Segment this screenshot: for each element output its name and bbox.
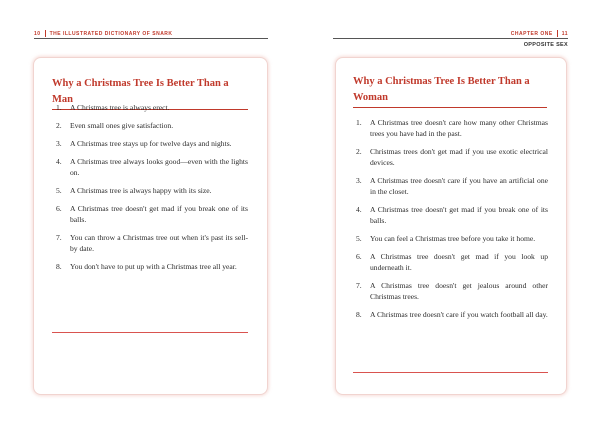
item-text: A Christmas tree always looks good—even with the lights on. — [70, 157, 248, 177]
right-header-rule — [333, 38, 568, 39]
header-separator — [557, 30, 558, 37]
item-text: You can feel a Christmas tree before you take it home. — [370, 234, 536, 243]
item-text: Even small ones give satisfaction. — [70, 121, 174, 130]
item-text: A Christmas tree doesn't get mad if you look up underneath it. — [370, 252, 548, 272]
item-number: 8. — [56, 262, 62, 271]
list-item — [356, 309, 548, 320]
list-item — [56, 261, 248, 272]
item-number: 7. — [56, 233, 62, 242]
list-item — [356, 251, 548, 273]
right-box-title: Why a Christmas Tree Is Better Than a Woman — [353, 74, 547, 108]
list-item — [356, 204, 548, 226]
list-item — [56, 203, 248, 225]
item-number: 8. — [356, 310, 362, 319]
left-box-end-rule — [52, 332, 248, 333]
item-number: 1. — [56, 103, 62, 112]
item-text: A Christmas tree doesn't get jealous around other Christmas trees. — [370, 281, 548, 301]
right-running-header — [511, 30, 568, 37]
item-text: A Christmas tree stays up for twelve days and nights. — [70, 139, 232, 148]
list-item — [356, 175, 548, 197]
item-number: 7. — [356, 281, 362, 290]
right-box-end-rule — [353, 372, 548, 373]
list-item — [56, 156, 248, 178]
list-item — [356, 117, 548, 139]
list-item — [56, 102, 248, 113]
right-list — [356, 117, 548, 327]
item-text: A Christmas tree doesn't get mad if you break one of its balls. — [70, 204, 248, 224]
right-list-box — [335, 57, 567, 395]
item-number: 6. — [56, 204, 62, 213]
item-number: 6. — [356, 252, 362, 261]
item-number: 2. — [56, 121, 62, 130]
item-text: A Christmas tree doesn't care how many other Christmas trees you have had in the past. — [370, 118, 548, 138]
list-item — [356, 146, 548, 168]
item-text: You don't have to put up with a Christmas tree all year. — [70, 262, 237, 271]
item-text: A Christmas tree is always happy with its size. — [70, 186, 212, 195]
list-item — [56, 138, 248, 149]
right-page-number: 11 — [561, 30, 568, 37]
header-separator — [45, 30, 46, 37]
item-number: 5. — [356, 234, 362, 243]
item-number: 3. — [356, 176, 362, 185]
left-header-rule — [34, 38, 268, 39]
item-text: A Christmas tree doesn't care if you have an artificial one in the closet. — [370, 176, 548, 196]
chapter-label: CHAPTER ONE — [510, 30, 553, 37]
item-text: A Christmas tree is always erect. — [70, 103, 170, 112]
item-number: 2. — [356, 147, 362, 156]
left-page-number: 10 — [34, 30, 41, 37]
left-box-title: Why a Christmas Tree Is Better Than a Man — [52, 76, 248, 110]
item-number: 5. — [56, 186, 62, 195]
item-text: You can throw a Christmas tree out when it's past its sell-by date. — [70, 233, 248, 253]
list-item — [56, 120, 248, 131]
item-number: 4. — [356, 205, 362, 214]
section-label: OPPOSITE SEX — [523, 42, 568, 48]
item-number: 4. — [56, 157, 62, 166]
list-item — [356, 233, 548, 244]
item-text: A Christmas tree doesn't care if you watch football all day. — [370, 310, 548, 319]
item-text: A Christmas tree doesn't get mad if you break one of its balls. — [370, 205, 548, 225]
list-item — [56, 232, 248, 254]
list-item — [56, 185, 248, 196]
left-list-box — [33, 57, 268, 395]
item-number: 1. — [356, 118, 362, 127]
left-list — [56, 102, 248, 279]
book-title: THE ILLUSTRATED DICTIONARY OF SNARK — [49, 30, 173, 37]
item-number: 3. — [56, 139, 62, 148]
list-item — [356, 280, 548, 302]
left-running-header — [34, 30, 173, 37]
item-text: Christmas trees don't get mad if you use exotic electrical devices. — [370, 147, 548, 167]
